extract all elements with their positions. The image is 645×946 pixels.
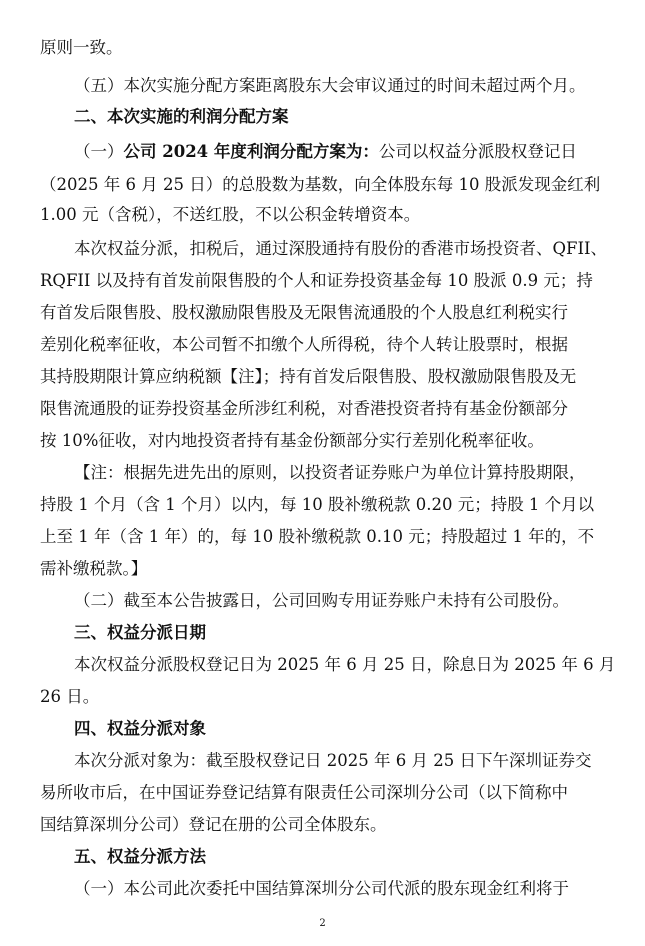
note-line: 需补缴税款。】: [40, 559, 148, 578]
note-line: 上至 1 年（含 1 年）的，每 10 股补缴税款 0.10 元；持股超过 1 年的，不: [40, 527, 595, 546]
paragraph-line: 本次分派对象为：截至股权登记日 2025 年 6 月 25 日下午深圳证券交: [74, 751, 592, 770]
paragraph-line: （一）本公司此次委托中国结算深圳分公司代派的股东现金红利将于: [74, 879, 569, 898]
paragraph-line: （2025 年 6 月 25 日）的总股数为基数，向全体股东每 10 股派发现金红利: [40, 175, 601, 194]
section-heading-4: 四、权益分派对象: [74, 719, 206, 738]
paragraph-line: 本次权益分派股权登记日为 2025 年 6 月 25 日，除息日为 2025 年 6 月: [74, 655, 615, 674]
paragraph-line: 其持股期限计算应纳税额【注】；持有首发后限售股、股权激励限售股及无: [40, 367, 577, 386]
section-heading-5: 五、权益分派方法: [74, 847, 206, 866]
item-text: 公司以权益分派股权登记日: [378, 142, 577, 161]
paragraph-line: 差别化税率征收，本公司暂不扣缴个人所得税，待个人转让股票时，根据: [40, 335, 568, 354]
paragraph-line: RQFII 以及持有首发前限售股的个人和证券投资基金每 10 股派 0.9 元；持: [40, 271, 593, 290]
paragraph-line: 1.00 元（含税），不送红股，不以公积金转增资本。: [40, 205, 421, 224]
paragraph-line: [74, 141, 615, 163]
paragraph-line: （二）截至本公告披露日，公司回购专用证券账户未持有公司股份。: [74, 591, 569, 610]
paragraph-line: 国结算深圳分公司）登记在册的公司全体股东。: [40, 815, 387, 834]
paragraph-line: 按 10%征收，对内地投资者持有基金份额部分实行差别化税率征收。: [40, 431, 544, 450]
item-bold-title: 公司 2024 年度利润分配方案为：: [123, 142, 379, 161]
section-heading-3: 三、权益分派日期: [74, 623, 206, 642]
note-line: 【注：根据先进先出的原则，以投资者证券账户为单位计算持股期限，: [74, 463, 586, 482]
paragraph-line: 有首发后限售股、股权激励限售股及无限售流通股的个人股息红利税实行: [40, 303, 568, 322]
paragraph-line: 26 日。: [40, 687, 100, 706]
note-line: 持股 1 个月（含 1 个月）以内，每 10 股补缴税款 0.20 元；持股 1 个月以: [40, 495, 595, 514]
paragraph-line: （五）本次实施分配方案距离股东大会审议通过的时间未超过两个月。: [74, 76, 586, 95]
item-number: （一）: [74, 142, 124, 161]
paragraph-line: 限售流通股的证券投资基金所涉红利税，对香港投资者持有基金份额部分: [40, 399, 568, 418]
paragraph-line: 本次权益分派，扣税后，通过深股通持有股份的香港市场投资者、QFII、: [74, 239, 608, 258]
page-number: 2: [319, 918, 326, 929]
paragraph-line: 易所收市后，在中国证券登记结算有限责任公司深圳分公司（以下简称中: [40, 783, 568, 802]
paragraph-line: 原则一致。: [40, 38, 123, 57]
section-heading-2: 二、本次实施的利润分配方案: [74, 107, 289, 126]
